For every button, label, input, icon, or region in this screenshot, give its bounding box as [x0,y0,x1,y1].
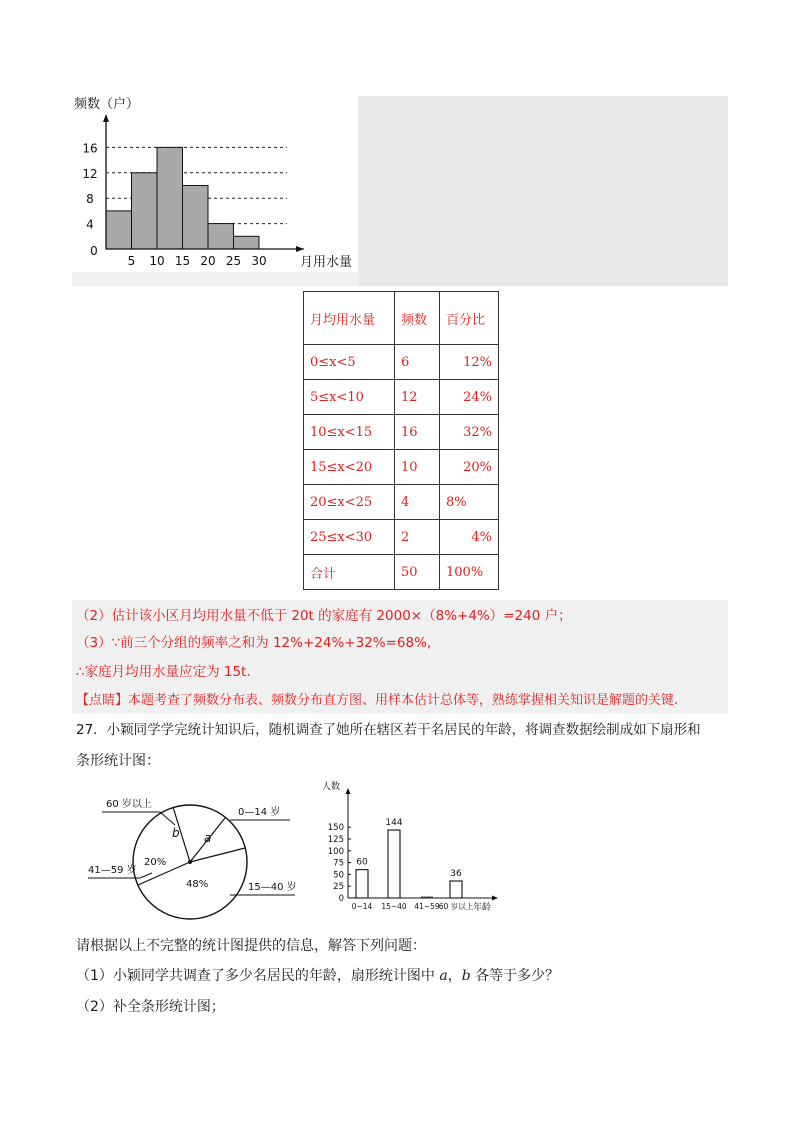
pie-chart [80,785,300,925]
bar27-x-tick: 41~59 [414,902,440,911]
hist-xlabel: 月用水量 [300,255,353,270]
q1-text-post: 各等于多少？ [470,968,560,984]
pie-label-0-14: 0—14 岁 [238,807,281,818]
table-header: 频数 [395,292,440,345]
bar27-x-tick: 15~40 [381,902,407,911]
table-cell: 20% [440,450,499,485]
pie-label-41-59: 41—59 岁 [88,865,137,876]
bar27-y-tick: 125 [327,835,344,845]
table-cell: 8% [440,485,499,520]
hist-bar [157,147,183,249]
table-cell: 15≤x<20 [304,450,395,485]
table-cell: 0≤x<5 [304,345,395,380]
table-cell: 12% [440,345,499,380]
solution-line-4: ∴家庭月均用水量应定为 15t. [76,664,251,680]
pie-sector-20: 20% [144,857,167,868]
table-cell: 10 [395,450,440,485]
bar27-x-tick: 60 岁以上 [438,902,474,911]
hist-x-tick: 10 [149,254,165,268]
bar27-ylabel: 人数 [322,782,341,792]
table-cell: 50 [395,555,440,590]
bar27-data-label: 60 [356,857,368,868]
solution-comment: 【点睛】本题考查了频数分布表、频数分布直方图、用样本估计总体等，熟练掌握相关知识是解题的关键. [76,693,679,708]
q1-var-a: a [439,968,448,984]
hist-x-tick: 30 [251,254,267,268]
hist-y-tick: 4 [86,217,94,232]
table-cell: 10≤x<15 [304,415,395,450]
hist-bar [234,236,260,249]
q1-text-mid: ， [447,968,462,984]
bar27-data-label: 36 [450,869,462,880]
table-header: 百分比 [440,292,499,345]
table-cell: 6 [395,345,440,380]
pie-divider [190,848,245,862]
table-row [304,520,499,555]
table-cell: 2 [395,520,440,555]
table-cell: 25≤x<30 [304,520,395,555]
hist-x-tick: 15 [174,254,191,268]
hist-bar [132,173,158,249]
bar27-x-tick: 0~14 [351,902,373,911]
table-cell: 24% [440,380,499,415]
hist-bar [208,224,234,249]
table-cell: 32% [440,415,499,450]
problem-27-intro-cont: 条形统计图： [76,753,160,769]
hist-y-arrow [103,114,109,122]
table-row [304,415,499,450]
bar27-x-arrow [492,896,498,901]
bar27-y-tick: 0 [338,894,344,904]
q1-var-b: b [461,968,471,984]
bar27-bar [388,830,400,898]
frequency-table [303,291,499,590]
hist-bar [106,211,132,249]
solution-line-3: （3）∵前三个分组的频率之和为 12%+24%+32%=68%, [76,635,432,651]
table-row [304,380,499,415]
hist-y-tick: 8 [86,192,94,207]
table-header-row [304,292,499,345]
bar27-data-label: 144 [385,818,403,829]
problem-27-instructions: 请根据以上不完整的统计图提供的信息，解答下列问题： [76,938,426,954]
problem-27-question-2: （2）补全条形统计图； [76,999,225,1015]
bar27-y-tick: 75 [333,858,344,869]
hist-x-tick: 20 [200,254,216,268]
table-cell: 12 [395,380,440,415]
histogram-side-panel [358,96,728,286]
pie-leader [140,873,152,878]
hist-x-arrow [296,246,304,252]
pie-sector-b: b [172,826,180,840]
table-cell: 4% [440,520,499,555]
pie-sector-48: 48% [186,879,209,890]
table-row [304,450,499,485]
bar27-y-tick: 100 [327,846,344,857]
pie-center [188,860,192,864]
histogram-chart [72,96,362,276]
bar27-bar [450,881,462,898]
table-cell: 5≤x<10 [304,380,395,415]
solution-line-2: （2）估计该小区月均用水量不低于 20t 的家庭有 2000×（8%+4%）=240 户； [76,608,572,624]
table-cell: 100% [440,555,499,590]
bar27-y-tick: 25 [333,882,344,893]
pie-label-60-plus: 60 岁以上 [106,799,152,810]
pie-label-15-40: 15—40 岁 [248,882,297,893]
bar27-xlabel: 年龄 [473,903,492,913]
hist-ylabel: 频数（户） [74,97,140,112]
hist-y-tick: 12 [82,166,98,181]
hist-y-tick: 16 [82,141,98,156]
q1-text-pre: （1）小颖同学共调查了多少名居民的年龄，扇形统计图中 [76,968,440,984]
hist-bar [183,186,209,250]
problem-27-intro: 27．小颖同学学完统计知识后，随机调查了她所在辖区若干名居民的年龄，将调查数据绘制成如下扇形和 [76,722,701,738]
pie-sector-a: a [204,831,212,845]
problem-27-question-1 [76,965,559,985]
bar27-y-arrow [346,788,351,794]
table-row [304,555,499,590]
hist-y-tick: 0 [90,244,98,258]
table-cell: 4 [395,485,440,520]
bar27-y-tick: 150 [327,823,344,834]
pie-leader [160,812,175,825]
hist-x-tick: 5 [127,254,136,268]
bar27-y-tick: 50 [333,870,344,881]
table-cell: 16 [395,415,440,450]
bar27-bar [356,870,368,898]
age-bar-chart [318,775,508,915]
table-cell: 合计 [304,555,395,590]
table-row [304,485,499,520]
table-cell: 20≤x<25 [304,485,395,520]
hist-x-tick: 25 [225,254,242,268]
table-header: 月均用水量 [304,292,395,345]
table-row [304,345,499,380]
